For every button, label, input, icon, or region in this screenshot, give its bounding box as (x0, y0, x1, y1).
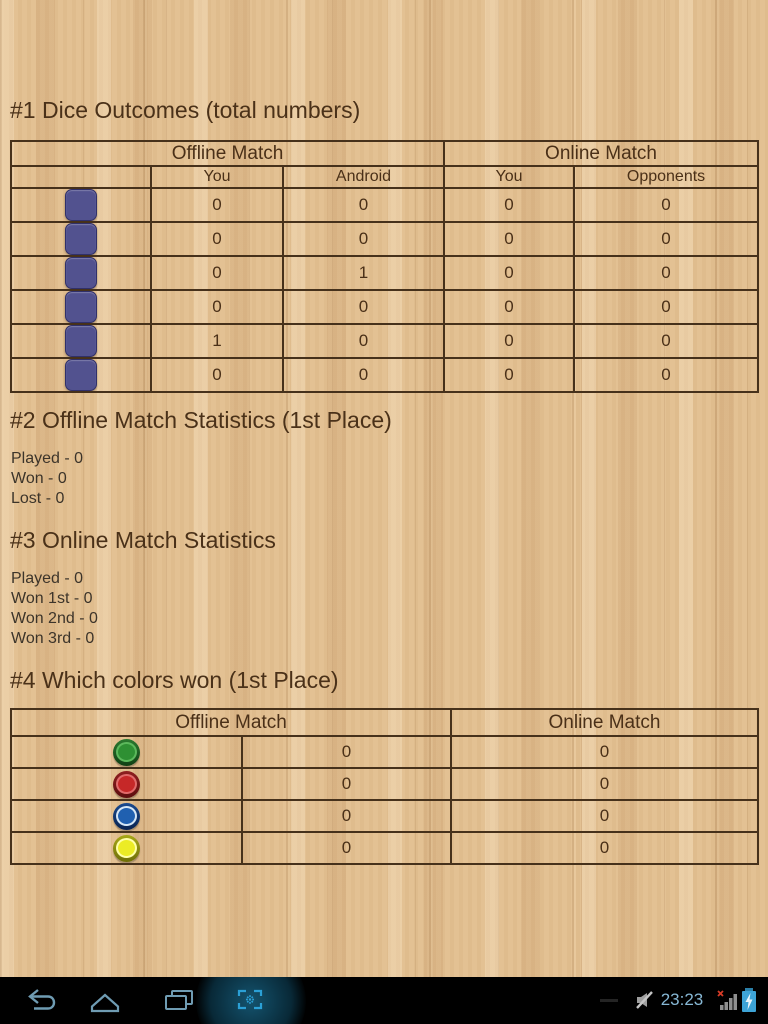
red-token-icon (113, 771, 140, 798)
recent-apps-icon (162, 1001, 196, 1016)
cell-value: 0 (574, 222, 758, 256)
cell-value: 0 (151, 358, 283, 392)
die-6-icon (65, 359, 97, 391)
offline-match-header: Offline Match (11, 141, 444, 166)
cell-value: 1 (151, 324, 283, 358)
table-row (11, 358, 758, 392)
die-3-icon (65, 257, 97, 289)
cell-value: 0 (283, 358, 444, 392)
cell-value: 0 (151, 188, 283, 222)
sub-header-row (11, 166, 758, 188)
online-match-header: Online Match (444, 141, 758, 166)
cell-value: 0 (574, 290, 758, 324)
online-match-header: Online Match (451, 709, 758, 736)
table-row (11, 188, 758, 222)
home-icon (88, 1001, 122, 1016)
stat-line-won-2nd: Won 2nd - 0 (11, 610, 98, 627)
table-row (11, 290, 758, 324)
navigation-bar (0, 977, 768, 1024)
colors-won-table (10, 708, 759, 865)
offline-stats-block (11, 449, 83, 509)
stat-line-lost: Lost - 0 (11, 490, 65, 507)
blue-token-icon (113, 803, 140, 830)
cell-value: 0 (451, 736, 758, 768)
offline-match-header: Offline Match (11, 709, 451, 736)
cell-value: 0 (444, 324, 574, 358)
col-header-android: Android (283, 166, 444, 188)
section-title-dice-outcomes: #1 Dice Outcomes (total numbers) (10, 97, 361, 123)
cell-value: 0 (444, 290, 574, 324)
cell-value: 0 (242, 832, 451, 864)
mute-icon (634, 990, 656, 1015)
cell-value: 0 (574, 256, 758, 290)
back-button[interactable] (23, 987, 61, 1016)
cell-value: 0 (151, 290, 283, 324)
cell-value: 0 (283, 188, 444, 222)
signal-icon (714, 989, 740, 1016)
cell-value: 0 (283, 222, 444, 256)
col-header-you-online: You (444, 166, 574, 188)
section-title-online-stats: #3 Online Match Statistics (10, 527, 276, 553)
cell-value: 0 (283, 324, 444, 358)
table-row (11, 736, 758, 768)
cell-value: 0 (242, 768, 451, 800)
table-row (11, 832, 758, 864)
die-4-icon (65, 291, 97, 323)
table-row (11, 800, 758, 832)
stat-line-won-1st: Won 1st - 0 (11, 590, 93, 607)
stat-line-won-3rd: Won 3rd - 0 (11, 630, 95, 647)
table-row (11, 222, 758, 256)
cell-value: 0 (574, 324, 758, 358)
cell-value: 0 (444, 188, 574, 222)
cell-value: 0 (283, 290, 444, 324)
die-5-icon (65, 325, 97, 357)
cell-value: 0 (574, 188, 758, 222)
group-header-row (11, 709, 758, 736)
cell-value: 0 (444, 222, 574, 256)
clock: 23:23 (660, 990, 704, 1009)
section-title-offline-stats: #2 Offline Match Statistics (1st Place) (10, 407, 392, 433)
col-header-you-offline: You (151, 166, 283, 188)
die-1-icon (65, 189, 97, 221)
dice-column-header (11, 166, 151, 188)
cell-value: 0 (151, 222, 283, 256)
cell-value: 0 (451, 768, 758, 800)
group-header-row (11, 141, 758, 166)
screenshot-icon (235, 1001, 265, 1016)
screenshot-button[interactable] (235, 986, 265, 1016)
dice-outcomes-table (10, 140, 759, 393)
home-button[interactable] (88, 987, 122, 1016)
cell-value: 0 (242, 736, 451, 768)
stat-line-won: Won - 0 (11, 470, 67, 487)
cell-value: 0 (444, 256, 574, 290)
battery-charging-icon (741, 987, 757, 1018)
yellow-token-icon (113, 835, 140, 862)
online-stats-block (11, 569, 98, 649)
back-icon (23, 1001, 61, 1016)
cell-value: 0 (451, 800, 758, 832)
table-row (11, 768, 758, 800)
section-title-colors-won: #4 Which colors won (1st Place) (10, 667, 339, 693)
cell-value: 0 (451, 832, 758, 864)
col-header-opponents: Opponents (574, 166, 758, 188)
cell-value: 0 (151, 256, 283, 290)
green-token-icon (113, 739, 140, 766)
table-row (11, 256, 758, 290)
cell-value: 0 (574, 358, 758, 392)
cell-value: 0 (444, 358, 574, 392)
cell-value: 0 (242, 800, 451, 832)
table-row (11, 324, 758, 358)
recent-apps-button[interactable] (162, 988, 196, 1016)
stat-line-played: Played - 0 (11, 570, 84, 587)
cell-value: 1 (283, 256, 444, 290)
dimmed-notification-icon (600, 999, 618, 1002)
die-2-icon (65, 223, 97, 255)
stat-line-played: Played - 0 (11, 450, 84, 467)
